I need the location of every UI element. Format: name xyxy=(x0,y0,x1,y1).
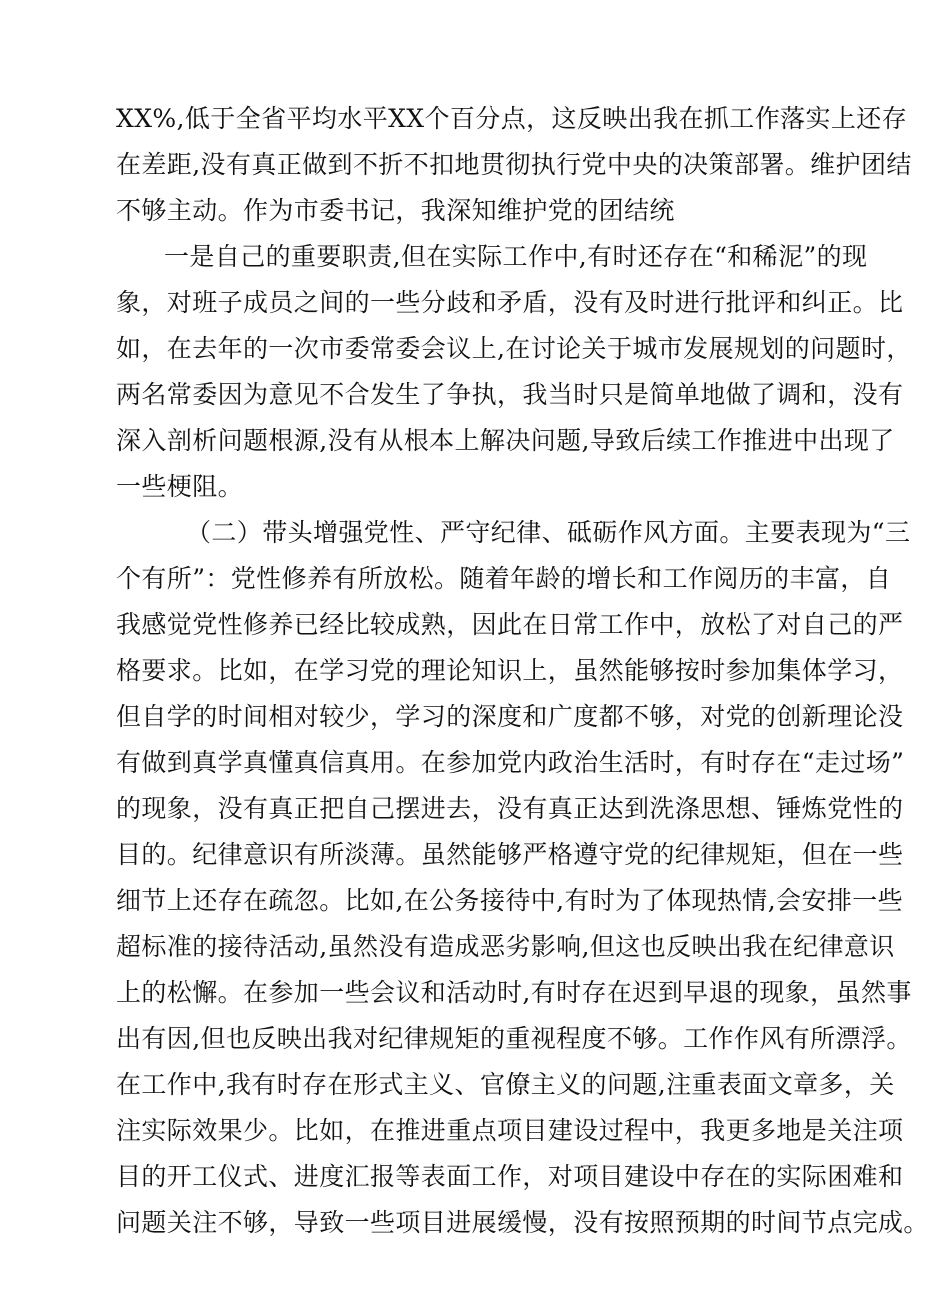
paragraph-3-line-13: 在工作中,我有时存在形式主义、官僚主义的问题,注重表面文章多，关 xyxy=(116,1070,895,1099)
paragraph-2-line-5: 深入剖析问题根源,没有从根本上解决问题,导致后续工作推进中出现了 xyxy=(116,426,895,455)
paragraph-3-line-12: 出有因,但也反映出我对纪律规矩的重视程度不够。工作作风有所漂浮。 xyxy=(116,1024,912,1053)
paragraph-3-line-10: 超标准的接待活动,虽然没有造成恶劣影响,但这也反映出我在纪律意识 xyxy=(116,932,895,961)
paragraph-3-line-7: 的现象，没有真正把自己摆进去，没有真正达到洗涤思想、锤炼党性的 xyxy=(116,794,904,823)
paragraph-3-line-8: 目的。纪律意识有所淡薄。虽然能够严格遵守党的纪律规矩，但在一些 xyxy=(116,840,904,869)
paragraph-3-line-14: 注实际效果少。比如，在推进重点项目建设过程中，我更多地是关注项 xyxy=(116,1116,904,1145)
paragraph-3-line-5: 但自学的时间相对较少，学习的深度和广度都不够，对党的创新理论没 xyxy=(116,702,904,731)
paragraph-3-line-15: 目的开工仪式、进度汇报等表面工作，对项目建设中存在的实际困难和 xyxy=(116,1162,904,1191)
paragraph-3-line-4: 格要求。比如，在学习党的理论知识上，虽然能够按时参加集体学习， xyxy=(116,656,904,685)
paragraph-2-line-6: 一些梗阻。 xyxy=(116,472,244,501)
paragraph-3-line-2: 个有所”：党性修养有所放松。随着年龄的增长和工作阅历的丰富，自 xyxy=(116,564,892,593)
paragraph-3-line-9: 细节上还存在疏忽。比如,在公务接待中,有时为了体现热情,会安排一些 xyxy=(116,886,904,915)
paragraph-1-line-3: 不够主动。作为市委书记，我深知维护党的团结统 xyxy=(116,196,675,225)
paragraph-2-line-4: 两名常委因为意见不合发生了争执，我当时只是简单地做了调和，没有 xyxy=(116,380,904,409)
paragraph-1-line-1: XX%,低于全省平均水平XX个百分点，这反映出我在抓工作落实上还存 xyxy=(116,104,908,133)
paragraph-3-line-1: （二）带头增强党性、严守纪律、砥砺作风方面。主要表现为“三 xyxy=(186,518,911,547)
paragraph-2-line-2: 象，对班子成员之间的一些分歧和矛盾，没有及时进行批评和纠正。比 xyxy=(116,288,904,317)
paragraph-3-line-11: 上的松懈。在参加一些会议和活动时,有时存在迟到早退的现象，虽然事 xyxy=(116,978,912,1007)
paragraph-3-line-6: 有做到真学真懂真信真用。在参加党内政治生活时，有时存在“走过场” xyxy=(116,748,905,777)
paragraph-2-line-1: 一是自己的重要职责,但在实际工作中,有时还存在“和稀泥”的现 xyxy=(164,242,868,271)
paragraph-1-line-2: 在差距,没有真正做到不折不扣地贯彻执行党中央的决策部署。维护团结 xyxy=(116,150,912,179)
paragraph-3-line-3: 我感觉党性修养已经比较成熟，因此在日常工作中，放松了对自己的严 xyxy=(116,610,904,639)
paragraph-2-line-3: 如，在去年的一次市委常委会议上,在讨论关于城市发展规划的问题时， xyxy=(116,334,912,363)
paragraph-3-line-16: 问题关注不够，导致一些项目进展缓慢，没有按照预期的时间节点完成。 xyxy=(116,1208,929,1237)
